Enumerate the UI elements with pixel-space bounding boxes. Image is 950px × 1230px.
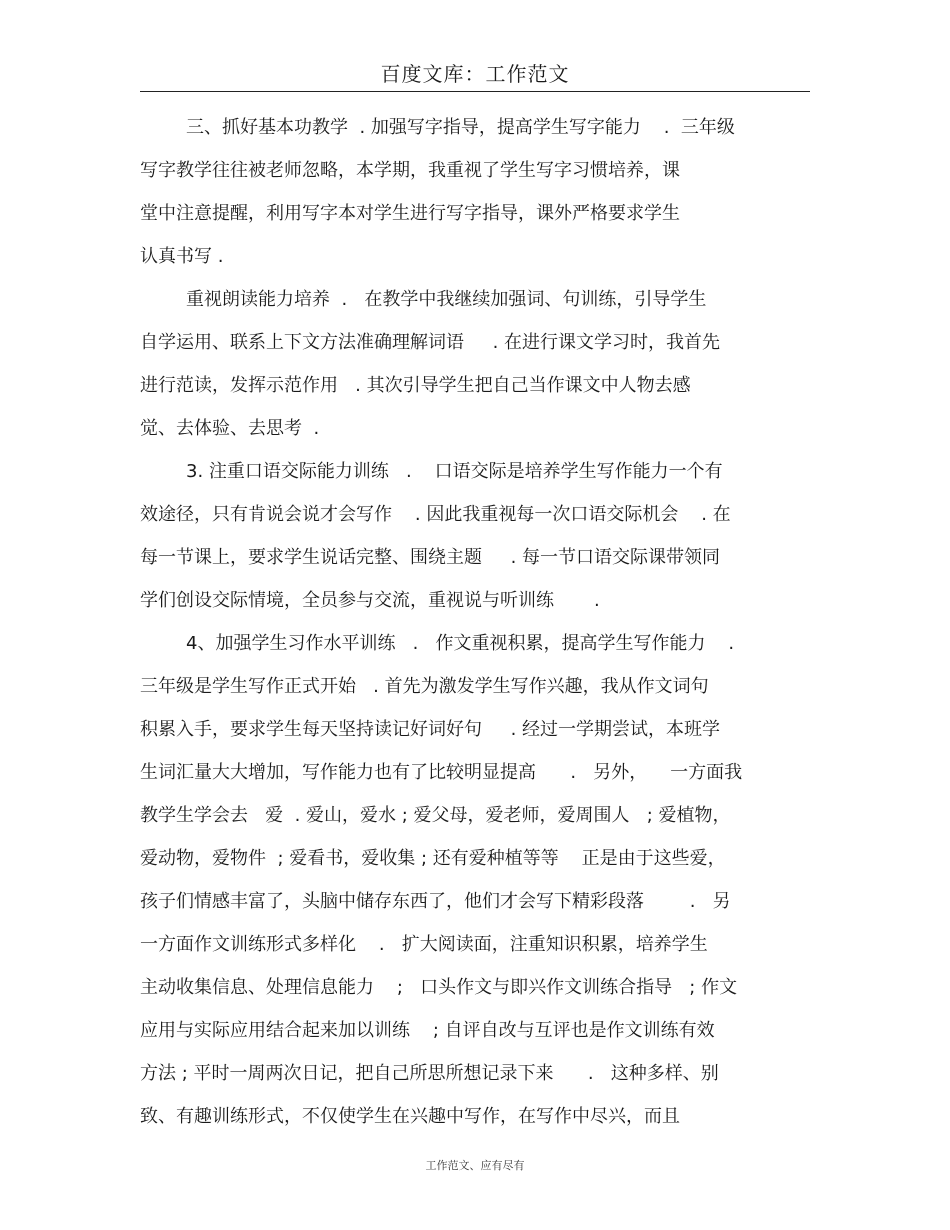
- text-line: 每一节课上，要求学生说话完整、围绕主题 . 每一节口语交际课带领同: [140, 547, 721, 568]
- text-line: 4、加强学生习作水平训练 . 作文重视积累，提高学生写作能力 .: [186, 633, 735, 654]
- text-line: 效途径，只有肯说会说才会写作 . 因此我重视每一次口语交际机会 . 在: [140, 504, 731, 525]
- text-line: 应用与实际应用结合起来加以训练 ; 自评自改与互评也是作文训练有效: [140, 1020, 715, 1041]
- header-divider: [140, 91, 810, 92]
- text-line: 孩子们情感丰富了，头脑中储存东西了，他们才会写下精彩段落 . 另: [140, 891, 731, 912]
- text-line: 学们创设交际情境，全员参与交流，重视说与听训练 .: [140, 590, 600, 611]
- text-line: 觉、去体验、去思考 .: [140, 418, 320, 439]
- text-line: 三、抓好基本功教学 . 加强写字指导，提高学生写字能力 . 三年级: [186, 117, 735, 138]
- text-line: 方法 ; 平时一周两次日记，把自己所思所想记录下来 . 这种多样、别: [140, 1063, 719, 1084]
- text-line: 3. 注重口语交际能力训练 . 口语交际是培养学生写作能力一个有: [186, 461, 723, 482]
- page-footer: 工作范文、应有尽有: [425, 1159, 525, 1172]
- text-line: 堂中注意提醒，利用写字本对学生进行写字指导，课外严格要求学生: [140, 203, 680, 224]
- text-line: 生词汇量大大增加，写作能力也有了比较明显提高 . 另外， 一方面我: [140, 762, 743, 783]
- text-line: 主动收集信息、处理信息能力 ; 口头作文与即兴作文训练合指导 ; 作文: [140, 977, 738, 998]
- text-line: 三年级是学生写作正式开始 . 首先为激发学生写作兴趣，我从作文词句: [140, 676, 709, 697]
- text-line: 认真书写 .: [140, 246, 224, 267]
- document-body: [140, 110, 820, 1142]
- text-line: 教学生学会去 爱 . 爱山，爱水 ; 爱父母，爱老师，爱周围人 ; 爱植物，: [140, 805, 731, 826]
- text-line: 进行范读，发挥示范作用 . 其次引导学生把自己当作课文中人物去感: [140, 375, 691, 396]
- text-line: 重视朗读能力培养 . 在教学中我继续加强词、句训练，引导学生: [186, 289, 707, 310]
- text-line: 一方面作文训练形式多样化 . 扩大阅读面，注重知识积累，培养学生: [140, 934, 708, 955]
- text-line: 致、有趣训练形式，不仅使学生在兴趣中写作，在写作中尽兴，而且: [140, 1106, 680, 1127]
- text-line: 写字教学往往被老师忽略，本学期，我重视了学生写字习惯培养，课: [140, 160, 680, 181]
- text-line: 自学运用、联系上下文方法准确理解词语 . 在进行课文学习时，我首先: [140, 332, 721, 353]
- text-line: 爱动物，爱物件 ; 爱看书，爱收集 ; 还有爱种植等等 正是由于这些爱，: [140, 848, 726, 869]
- page-header-title: 百度文库：工作范文: [380, 62, 570, 86]
- text-line: 积累入手，要求学生每天坚持读记好词好句 . 经过一学期尝试，本班学: [140, 719, 721, 740]
